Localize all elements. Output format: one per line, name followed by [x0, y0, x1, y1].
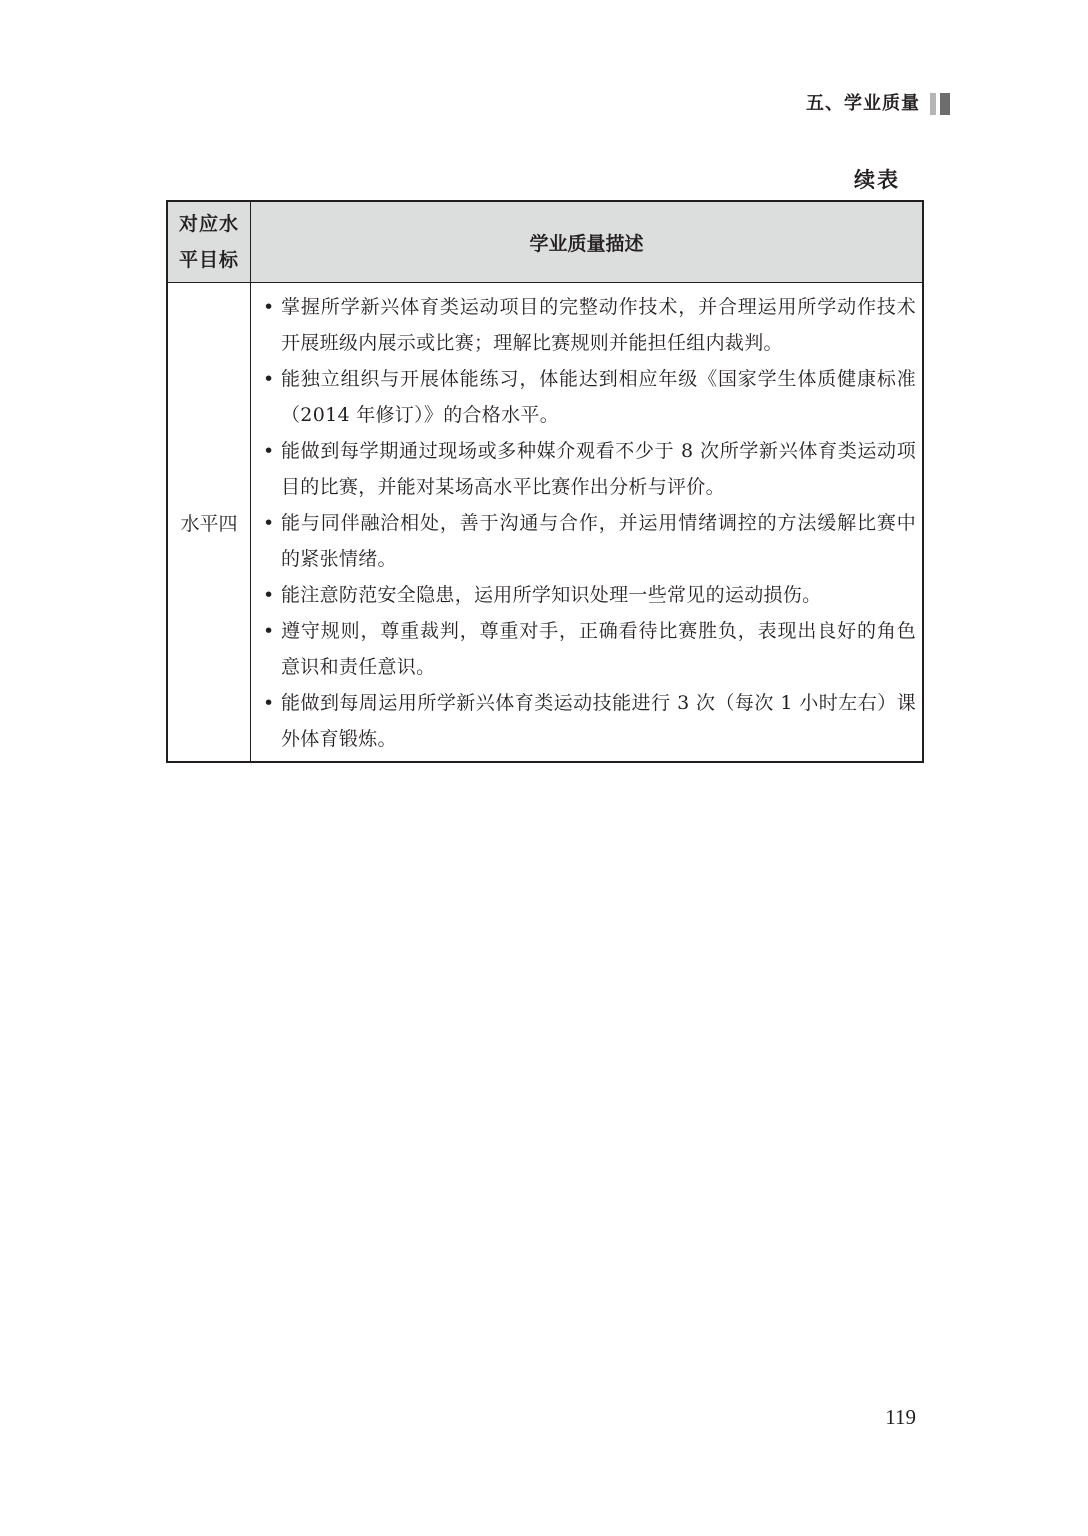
list-item — [259, 433, 916, 505]
bullet-icon: • — [263, 584, 275, 606]
academic-quality-table — [166, 200, 924, 763]
level-header-line-2: 平目标 — [178, 249, 239, 271]
list-item — [259, 361, 916, 433]
running-header — [806, 92, 950, 116]
list-item — [259, 685, 916, 757]
table-header-row — [167, 201, 923, 283]
chapter-title: 五、学业质量 — [806, 93, 920, 114]
description-cell — [251, 283, 924, 763]
list-item — [259, 289, 916, 361]
list-item-text: 能与同伴融洽相处，善于沟通与合作，并运用情绪调控的方法缓解比赛中的紧张情绪。 — [281, 512, 916, 570]
bullet-icon: • — [263, 620, 275, 642]
list-item — [259, 613, 916, 685]
description-header: 学业质量描述 — [251, 201, 924, 283]
list-item-text: 能注意防范安全隐患，运用所学知识处理一些常见的运动损伤。 — [281, 584, 822, 606]
bullet-icon: • — [263, 512, 275, 534]
list-item-text: 能做到每学期通过现场或多种媒介观看不少于 8 次所学新兴体育类运动项目的比赛，并能对某场高水平比赛作出分析与评价。 — [281, 440, 916, 498]
bullet-icon: • — [263, 692, 275, 714]
level-header-line-1: 对应水 — [178, 213, 239, 235]
bullet-icon: • — [263, 368, 275, 390]
table-row — [167, 283, 923, 763]
page-number: 119 — [885, 1405, 916, 1429]
list-item-text: 遵守规则，尊重裁判，尊重对手，正确看待比赛胜负，表现出良好的角色意识和责任意识。 — [281, 620, 916, 678]
description-list — [259, 289, 916, 757]
level-header — [167, 201, 251, 283]
list-item — [259, 577, 916, 613]
header-bar-light — [930, 93, 936, 115]
header-decoration — [930, 93, 950, 115]
continued-table-label: 续表 — [854, 168, 900, 192]
bullet-icon: • — [263, 440, 275, 462]
level-cell: 水平四 — [167, 283, 251, 763]
bullet-icon: • — [263, 296, 275, 318]
list-item-text: 能做到每周运用所学新兴体育类运动技能进行 3 次（每次 1 小时左右）课外体育锻炼。 — [281, 692, 916, 750]
list-item-text: 掌握所学新兴体育类运动项目的完整动作技术，并合理运用所学动作技术开展班级内展示或比赛；理解比赛规则并能担任组内裁判。 — [281, 296, 916, 354]
list-item-text: 能独立组织与开展体能练习，体能达到相应年级《国家学生体质健康标准（2014 年修订）》的合格水平。 — [281, 368, 916, 426]
list-item — [259, 505, 916, 577]
header-bar-dark — [940, 93, 950, 115]
